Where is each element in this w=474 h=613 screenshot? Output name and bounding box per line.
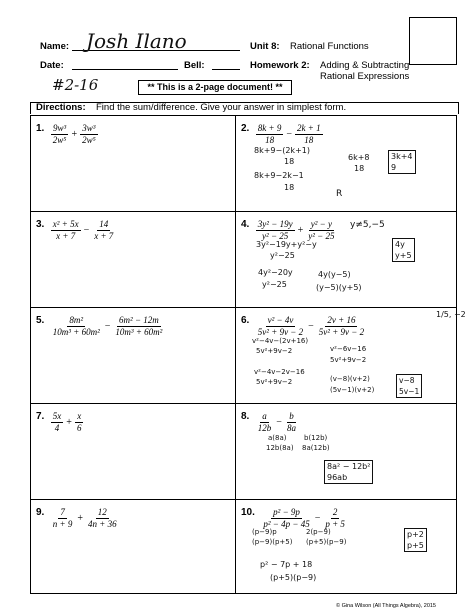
work-2-step2-den: 18 xyxy=(284,183,295,192)
work-6-step3-num: v²−6v−16 xyxy=(330,345,367,353)
problem-expression: $\frac{\text{8m²}}{\text{10m³ + 60m²}}$ − $\frac{\text{6m² − 12m}}{\text{10m³ + 60m²}}$ xyxy=(52,315,163,337)
work-10-step3-den: (p+5)(p−9) xyxy=(270,573,317,582)
problem-number: 1. xyxy=(36,123,45,134)
problem-number: 3. xyxy=(36,219,45,230)
problem-8 xyxy=(241,406,300,434)
homework-title-line1: Adding & Subtracting xyxy=(320,60,410,71)
work-2-answer: 3k+4 9 xyxy=(388,150,416,174)
homework-label: Homework 2: xyxy=(250,60,310,71)
work-6-step2-den: 5v²+9v−2 xyxy=(256,378,293,386)
work-8-step1-num: a(8a) xyxy=(268,434,287,442)
problem-4 xyxy=(241,214,338,242)
bell-line[interactable] xyxy=(212,69,240,70)
grid-divider-vertical xyxy=(235,115,236,594)
problem-number: 6. xyxy=(241,315,250,326)
name-handwriting: Josh Ilano xyxy=(86,29,187,53)
work-4-restriction: y≠5,−5 xyxy=(350,220,385,230)
work-4-step2-den: y²−25 xyxy=(262,280,287,289)
problem-expression: $\frac{\text{x² + 5x}}{x + 7}$ − $\frac{14}{x + 7}$ xyxy=(52,219,114,241)
work-8-step2-den: 8a(12b) xyxy=(302,444,330,452)
work-4-step1-den: y²−25 xyxy=(270,251,295,260)
grid-divider-row3 xyxy=(30,403,457,404)
work-4-step1-num: 3y²−19y+y²−y xyxy=(256,240,317,249)
work-4-step3-num: 4y(y−5) xyxy=(318,270,351,279)
work-10-step1-den: (p−9)(p+5) xyxy=(252,538,293,546)
work-2-step3-num: 6k+8 xyxy=(348,153,370,162)
score-box xyxy=(409,17,457,65)
homework-title-line2: Rational Expressions xyxy=(320,71,410,82)
problem-number: 5. xyxy=(36,315,45,326)
problem-6 xyxy=(241,310,368,338)
work-2-step1-num: 8k+9−(2k+1) xyxy=(254,146,310,155)
work-6-step2-num: v²−4v−2v−16 xyxy=(254,368,305,376)
problem-2 xyxy=(241,118,325,146)
unit-label: Unit 8: xyxy=(250,41,280,52)
problem-expression: $\frac{\text{9w³}}{\text{2w⁵}}$ + $\frac{\text{3w³}}{\text{2w⁵}}$ xyxy=(52,123,96,145)
name-label: Name: xyxy=(40,41,70,52)
problem-number: 8. xyxy=(241,411,250,422)
work-6-step4-num: (v−8)(v+2) xyxy=(330,375,370,383)
grid-divider-row2 xyxy=(30,307,457,308)
problem-number: 9. xyxy=(36,507,45,518)
problem-expression: $\frac{\text{p² − 9p}}{\text{p² − 4p − 45}}$ − $\frac{2}{p + 5}$ xyxy=(263,507,345,529)
work-4-step3-den: (y−5)(y+5) xyxy=(316,283,362,292)
date-label: Date: xyxy=(40,60,64,71)
work-10-answer: p+2 p+5 xyxy=(404,528,427,552)
grid-divider-row1 xyxy=(30,211,457,212)
work-8-answer: 8a² − 12b² 96ab xyxy=(324,460,373,484)
work-2-mark: R xyxy=(336,189,343,199)
problem-number: 10. xyxy=(241,507,255,518)
handwritten-problem-range: #2-16 xyxy=(52,76,99,94)
unit-title: Rational Functions xyxy=(290,41,369,52)
bell-label: Bell: xyxy=(184,60,205,71)
grid-divider-row4 xyxy=(30,499,457,500)
work-10-step1-num: (p−9)p xyxy=(252,528,277,536)
problem-number: 7. xyxy=(36,411,45,422)
work-2-step2-num: 8k+9−2k−1 xyxy=(254,171,304,180)
work-10-step3-num: p² − 7p + 18 xyxy=(260,560,313,569)
work-6-restriction: 1/5, −2 xyxy=(436,310,466,319)
problem-expression: $\frac{5x}{4}$ + $\frac{x}{6}$ xyxy=(52,411,82,433)
work-6-answer: v−8 5v−1 xyxy=(396,374,422,398)
work-8-step1-den: 12b(8a) xyxy=(266,444,294,452)
problem-expression: $\frac{7}{n + 9}$ + $\frac{12}{4n + 36}$ xyxy=(52,507,117,529)
problem-expression: $\frac{\text{3y² − 19y}}{\text{y² − 25}}$ + $\frac{\text{y² − y}}{\text{y² − 25}}$ xyxy=(257,219,335,241)
directions-label: Directions: xyxy=(36,102,86,113)
work-2-step3-den: 18 xyxy=(354,164,365,173)
problem-7 xyxy=(36,406,85,434)
problem-expression: $\frac{8k + 9}{18}$ − $\frac{2k + 1}{18}$ xyxy=(257,123,321,145)
two-page-notice: ** This is a 2-page document! ** xyxy=(138,80,292,95)
work-6-step3-den: 5v²+9v−2 xyxy=(330,356,367,364)
problem-5 xyxy=(36,310,166,338)
problem-10 xyxy=(241,502,349,530)
problem-9 xyxy=(36,502,121,530)
work-6-step1-den: 5v²+9v−2 xyxy=(256,347,293,355)
work-6-step4-den: (5v−1)(v+2) xyxy=(330,386,375,394)
problem-number: 2. xyxy=(241,123,250,134)
problem-expression: $\frac{a}{12b}$ − $\frac{b}{8a}$ xyxy=(257,411,296,433)
work-2-step1-den: 18 xyxy=(284,157,295,166)
work-10-step2-den: (p+5)(p−9) xyxy=(306,538,347,546)
work-6-step1-num: v²−4v−(2v+16) xyxy=(252,337,309,345)
work-8-step2-num: b(12b) xyxy=(304,434,328,442)
work-4-step2-num: 4y²−20y xyxy=(258,268,293,277)
copyright-footer: © Gina Wilson (All Things Algebra), 2015 xyxy=(336,603,436,609)
date-line[interactable] xyxy=(72,69,178,70)
directions-text: Find the sum/difference. Give your answer in simplest form. xyxy=(96,102,347,113)
problem-number: 4. xyxy=(241,219,250,230)
problem-3 xyxy=(36,214,117,242)
work-4-answer: 4y y+5 xyxy=(392,238,415,262)
problem-1 xyxy=(36,118,100,146)
problem-expression: $\frac{\text{v² − 4v}}{\text{5v² + 9v − 2}}$ − $\frac{2v + 16}{\text{5v² + 9v − 2}}$ xyxy=(257,315,365,337)
work-10-step2-num: 2(p−9) xyxy=(306,528,331,536)
